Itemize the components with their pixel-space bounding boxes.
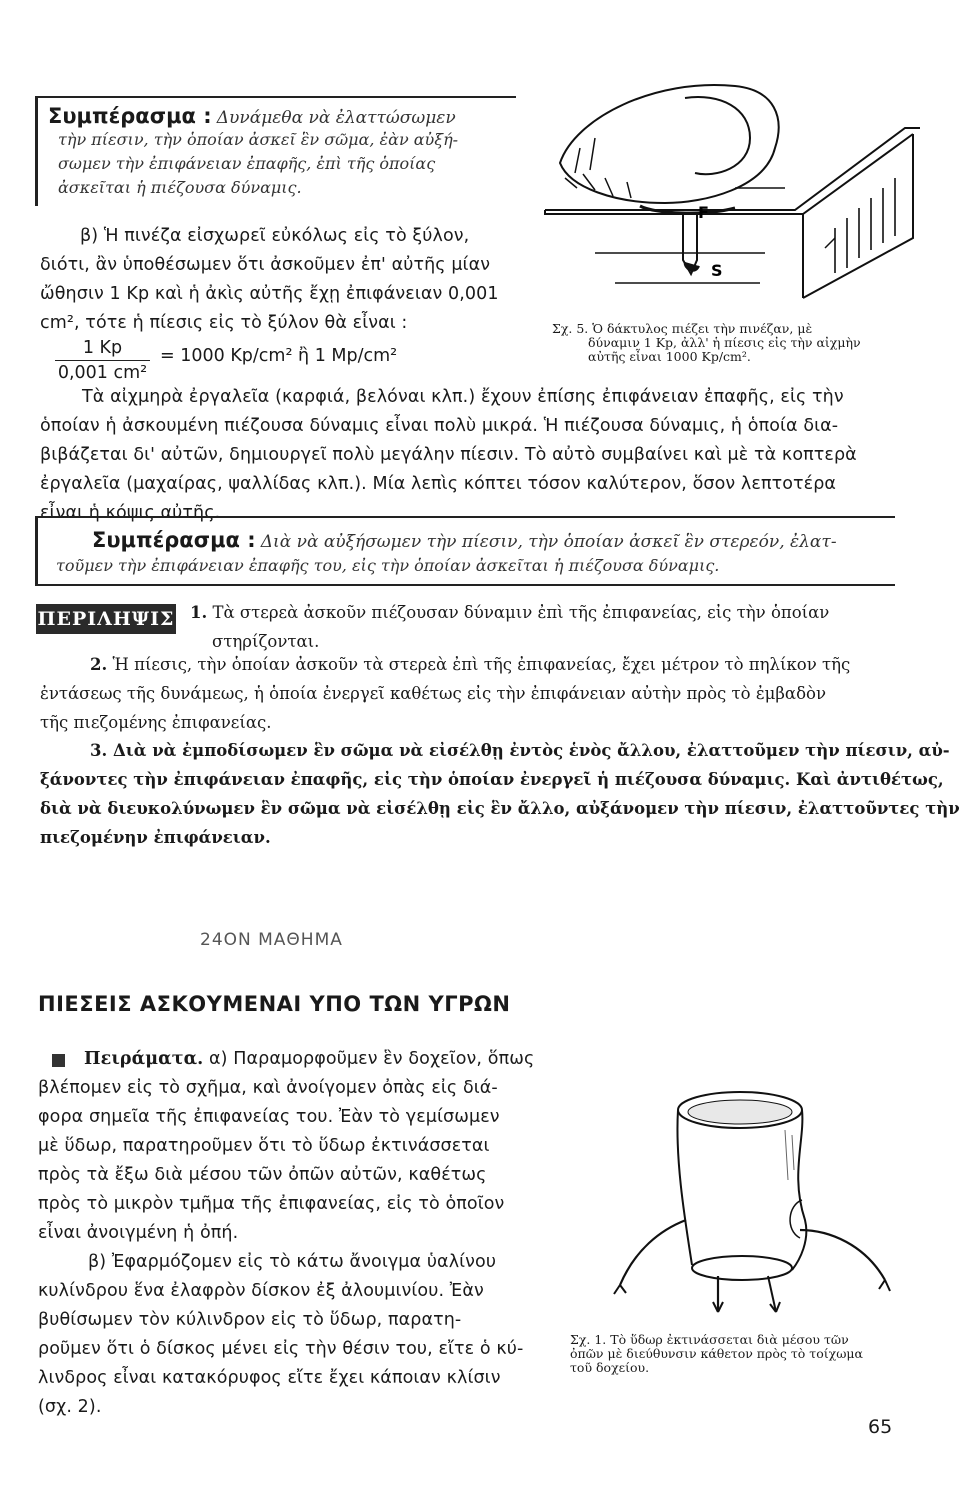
page-number: 65 xyxy=(868,1416,893,1438)
container-bottom xyxy=(692,1256,792,1280)
summary-item-3 xyxy=(40,736,960,852)
conclusion-1-line: Δυνάμεθα νὰ ἐλαττώσωμεν xyxy=(216,108,456,128)
summary-item-1 xyxy=(190,598,930,656)
figure-5-caption xyxy=(552,322,932,364)
summary-line: Διὰ νὰ ἐμποδίσωμεν ἓν σῶμα νὰ εἰσέλθῃ ἐντὸς ἑνὸς ἄλλου, ἐλαττοῦμεν τὴν πίεσιν, αὐ- xyxy=(112,741,950,760)
container-left-wall xyxy=(677,1110,692,1265)
summary-line: πιεζομένην ἐπιφάνειαν. xyxy=(40,828,271,847)
conclusion-2-label: Συμπέρασμα : xyxy=(92,528,256,552)
formula-denominator: 0,001 cm² xyxy=(57,363,148,383)
text-line: πρὸς τὸ μικρὸν τμῆμα τῆς ἐπιφανείας, εἰς τὸ ὁποῖον xyxy=(38,1194,505,1214)
text-line: α) Παραμορφοῦμεν ἓν δοχεῖον, ὅπως xyxy=(209,1049,535,1069)
text-line: λινδρος εἶναι κατακόρυφος εἴτε ἔχει κάποιαν κλίσιν xyxy=(38,1368,501,1388)
board-side xyxy=(803,134,913,298)
water-jet-left xyxy=(620,1220,686,1285)
lesson-label: 24ON ΜΑΘΗΜΑ xyxy=(200,930,343,950)
experiments-paragraph xyxy=(38,1045,558,1422)
text-line: β) Ἐφαρμόζομεν εἰς τὸ κάτω ἄνοιγμα ὑαλίνου xyxy=(88,1252,497,1272)
pressure-formula xyxy=(55,338,525,384)
summary-line: Τὰ στερεὰ ἀσκοῦν πιέζουσαν δύναμιν ἐπὶ τῆς ἐπιφανείας, εἰς τὴν ὁποίαν xyxy=(212,603,830,622)
paragraph-beta xyxy=(40,222,530,338)
summary-item-2 xyxy=(40,650,930,737)
label-s: S xyxy=(711,261,723,280)
summary-line: Ἡ πίεσις, τὴν ὁποίαν ἀσκοῦν τὰ στερεὰ ἐπὶ τῆς ἐπιφανείας, ἔχει μέτρον τὸ πηλίκον τῆς xyxy=(112,655,851,674)
conclusion-2 xyxy=(92,528,892,552)
summary-num: 1. xyxy=(190,603,208,622)
text-line: ροῦμεν ὅτι ὁ δίσκος μένει εἰς τὴν θέσιν του, εἴτε ὁ κύ- xyxy=(38,1339,524,1359)
caption-line: τοῦ δοχείου. xyxy=(570,1360,650,1375)
fingernail xyxy=(685,97,750,174)
conclusion-1 xyxy=(48,104,518,200)
conclusion-2-line: τοῦμεν τὴν ἐπιφάνειαν ἐπαφῆς του, εἰς τὴν ὁποίαν ἀσκεῖται ἡ πιέζουσα δύναμις. xyxy=(56,556,720,575)
summary-line: διὰ νὰ διευκολύνωμεν ἓν σῶμα νὰ εἰσέλθῃ εἰς ἓν ἄλλο, αὐξάνομεν τὴν πίεσιν, ἐλαττοῦντες τὴν xyxy=(40,799,960,818)
text-line: διότι, ἂν ὑποθέσωμεν ὅτι ἀσκοῦμεν ἐπ' αὐτῆς μίαν xyxy=(40,255,491,275)
conclusion-1-line: ἀσκεῖται ἡ πιέζουσα δύναμις. xyxy=(58,178,302,197)
finger xyxy=(560,85,779,203)
text-line: ὤθησιν 1 Kp καὶ ἡ ἀκὶς αὐτῆς ἔχῃ ἐπιφάνειαν 0,001 xyxy=(40,284,499,304)
text-line: εἶναι ἀνοιγμένη ἡ ὀπή. xyxy=(38,1223,239,1243)
summary-badge-label: ΠΕΡΙΛΗΨΙΣ xyxy=(37,608,175,630)
text-line: βλέπομεν εἰς τὸ σχῆμα, καὶ ἀνοίγομεν ὀπὰς εἰς διά- xyxy=(38,1078,498,1098)
caption-line: ὀπῶν μὲ διεύθυνσιν κάθετον πρὸς τὸ τοίχωμα xyxy=(570,1346,863,1361)
experiments-heading: Πειράματα. xyxy=(84,1049,204,1069)
text-line: κυλίνδρου ἕνα ἐλαφρὸν δίσκον ἐξ ἀλουμινίου. Ἐὰν xyxy=(38,1281,484,1301)
formula-numerator: 1 Kp xyxy=(82,338,123,358)
water-jet-right xyxy=(800,1230,885,1280)
summary-num: 2. xyxy=(90,655,108,674)
summary-line: τῆς πιεζομένης ἐπιφανείας. xyxy=(40,713,272,732)
text-line: φορα σημεῖα τῆς ἐπιφανείας του. Ἐὰν τὸ γεμίσωμεν xyxy=(38,1107,500,1127)
text-line: ὁποίαν ἡ ἀσκουμένη πιέζουσα δύναμις εἶναι πολὺ μικρά. Ἡ πιέζουσα δύναμις, ἡ ὁποία δια- xyxy=(40,416,839,436)
text-line: β) Ἡ πινέζα εἰσχωρεῖ εὐκόλως εἰς τὸ ξύλον, xyxy=(80,226,470,246)
text-line: βιβάζεται δι' αὐτῶν, δημιουργεῖ πολὺ μεγάλην πίεσιν. Τὸ αὐτὸ συμβαίνει καὶ μὲ τὰ κοπτερὰ xyxy=(40,445,857,465)
summary-num: 3. xyxy=(90,741,108,760)
text-line: cm², τότε ἡ πίεσις εἰς τὸ ξύλον θὰ εἶναι : xyxy=(40,313,408,333)
summary-line: ἐντάσεως τῆς δυνάμεως, ἡ ὁποία ἐνεργεῖ καθέτως εἰς τὴν ἐπιφάνειαν αὐτὴν πρὸς τὸ ἐμβαδὸν xyxy=(40,684,826,703)
conclusion-2-line: Διὰ νὰ αὐξήσωμεν τὴν πίεσιν, τὴν ὁποίαν ἀσκεῖ ἓν στερεόν, ἐλατ- xyxy=(260,532,837,552)
caption-line: αὐτῆς εἶναι 1000 Kp/cm². xyxy=(588,349,751,364)
paragraph-sharp-tools xyxy=(40,383,930,528)
formula-result: = 1000 Kp/cm² ἢ 1 Mp/cm² xyxy=(160,346,398,366)
conclusion-1-line: σωμεν τὴν ἐπιφάνειαν ἐπαφῆς, ἐπὶ τῆς ὁποίας xyxy=(58,154,436,173)
figure-5-thumbtack xyxy=(535,78,930,310)
summary-line: στηρίζονται. xyxy=(212,632,320,651)
summary-badge xyxy=(36,604,176,634)
container-right-wall xyxy=(792,1110,806,1270)
text-line: πρὸς τὰ ἔξω διὰ μέσου τῶν ὀπῶν αὐτῶν, καθέτως xyxy=(38,1165,487,1185)
text-line: μὲ ὕδωρ, παρατηροῦμεν ὅτι τὸ ὕδωρ ἐκτινάσσεται xyxy=(38,1136,490,1156)
figure-1-container xyxy=(600,1080,930,1325)
summary-line: ξάνοντες τὴν ἐπιφάνειαν ἐπαφῆς, εἰς τὴν ὁποίαν ἐνεργεῖ ἡ πιέζουσα δύναμις. Καὶ ἀντιθέτως, xyxy=(40,770,944,789)
text-line: εἶναι ἡ κόψις αὐτῆς. xyxy=(40,503,221,523)
board-edge xyxy=(545,134,913,214)
text-line: Τὰ αἰχμηρὰ ἐργαλεῖα (καρφιά, βελόναι κλπ.) ἔχουν ἐπίσης ἐπιφάνειαν ἐπαφῆς, εἰς τὴν xyxy=(82,387,844,407)
label-f: F xyxy=(698,203,709,222)
text-line: βυθίσωμεν τὸν κύλινδρον εἰς τὸ ὕδωρ, παρατη- xyxy=(38,1310,462,1330)
lesson-title: ΠΙΕΣΕΙΣ ΑΣΚΟΥΜΕΝΑΙ ΥΠΟ ΤΩΝ ΥΓΡΩΝ xyxy=(38,992,511,1016)
fraction-bar xyxy=(55,360,150,361)
caption-line: Σχ. 1. Τὸ ὕδωρ ἐκτινάσσεται διὰ μέσου τῶν xyxy=(570,1332,849,1347)
conclusion-1-label: Συμπέρασμα : xyxy=(48,104,212,128)
text-line: ἐργαλεῖα (μαχαίρας, ψαλλίδας κλπ.). Μία λεπὶς κόπτει τόσον καλύτερον, ὅσον λεπτοτέρα xyxy=(40,474,837,494)
caption-line: δύναμιν 1 Kp, ἀλλ' ἡ πίεσις εἰς τὴν αἰχμὴν xyxy=(588,335,861,350)
text-line: (σχ. 2). xyxy=(38,1397,102,1417)
caption-line: Σχ. 5. Ὁ δάκτυλος πιέζει τὴν πινέζαν, μὲ xyxy=(552,321,813,336)
conclusion-1-line: τὴν πίεσιν, τὴν ὁποίαν ἀσκεῖ ἓν σῶμα, ἐὰν αὐξή- xyxy=(58,130,459,149)
figure-1-caption xyxy=(570,1333,930,1375)
